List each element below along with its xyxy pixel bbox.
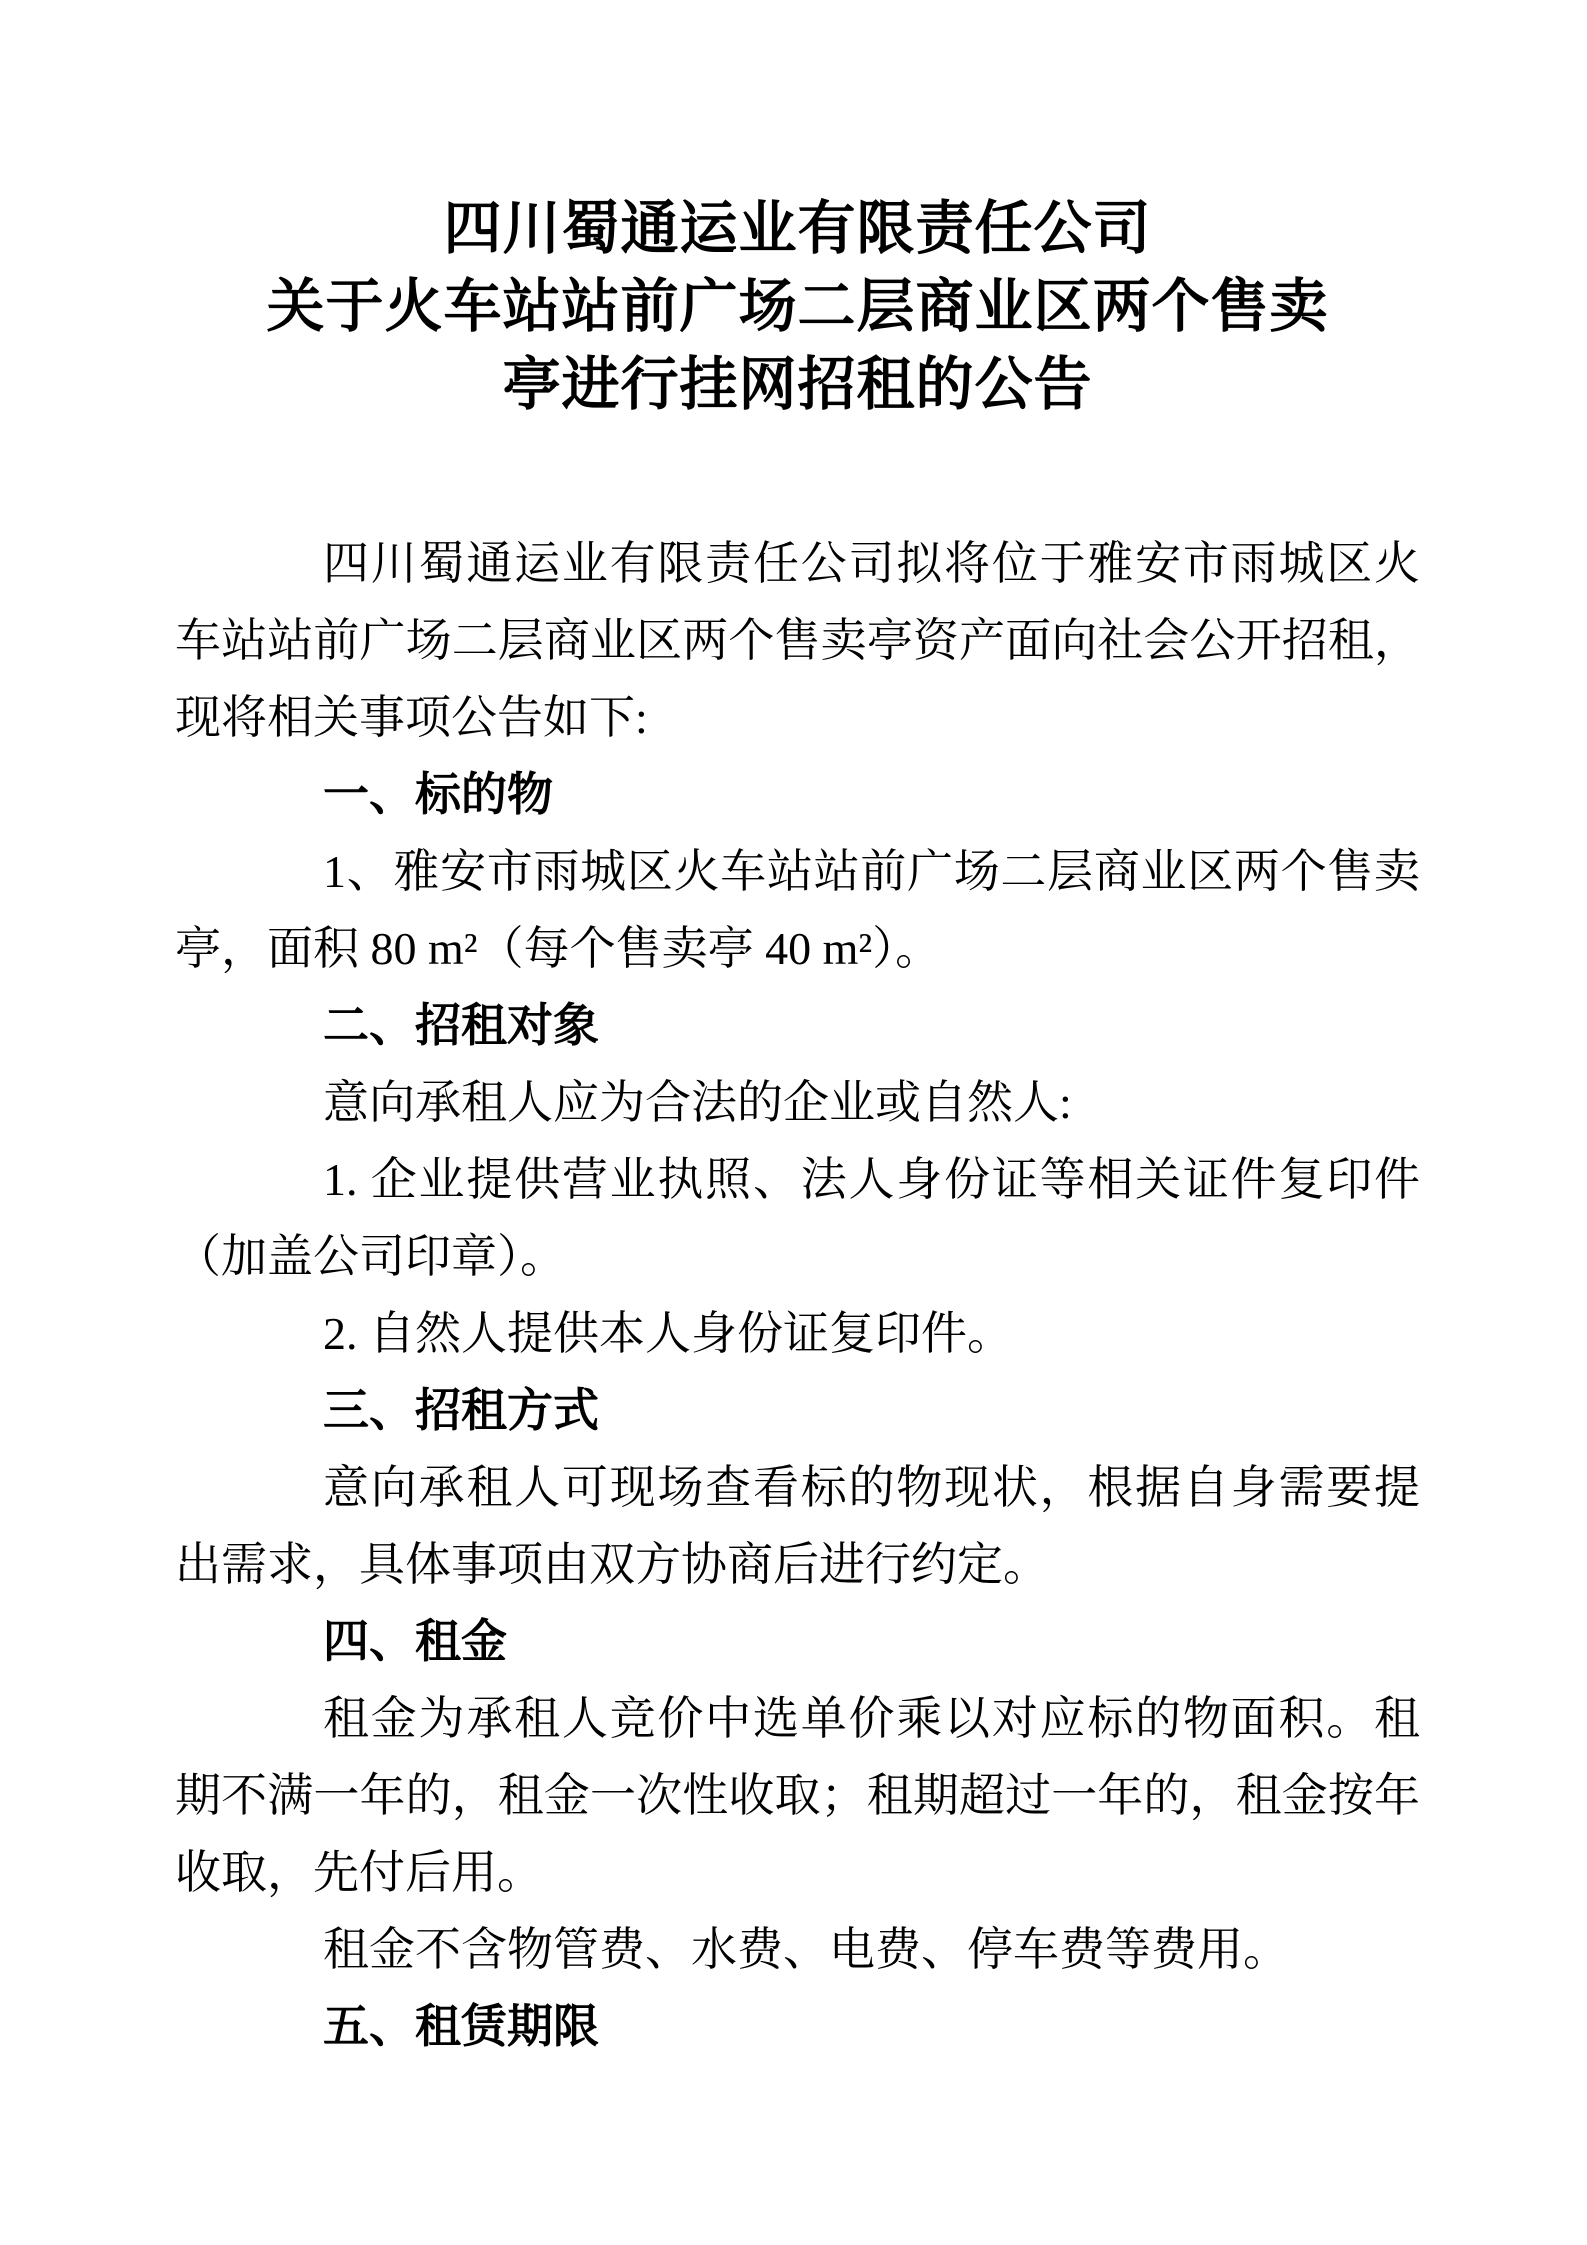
body-paragraph: 1. 企业提供营业执照、法人身份证等相关证件复印件（加盖公司印章）。 — [175, 1154, 1420, 1282]
body-paragraph: 1、雅安市雨城区火车站站前广场二层商业区两个售卖亭，面积 80 m²（每个售卖亭 40 m²）。 — [175, 846, 1420, 974]
document-title-line: 四川蜀通运业有限责任公司 — [443, 196, 1152, 261]
body-paragraph: 2. 自然人提供本人身份证复印件。 — [323, 1308, 1013, 1359]
section-heading: 四、租金 — [323, 1615, 507, 1667]
document-title-line: 亭进行挂网招租的公告 — [502, 352, 1093, 417]
body-paragraph: 租金不含物管费、水费、电费、停车费等费用。 — [323, 1924, 1289, 1975]
body-paragraph: 意向承租人应为合法的企业或自然人: — [323, 1077, 1072, 1128]
section-heading: 一、标的物 — [323, 768, 553, 820]
section-heading: 二、招租对象 — [323, 999, 599, 1051]
section-heading: 三、招租方式 — [323, 1384, 599, 1436]
document-title — [175, 190, 1420, 424]
body-paragraph: 意向承租人可现场查看标的物现状，根据自身需要提出需求，具体事项由双方协商后进行约定。 — [175, 1462, 1420, 1590]
body-paragraph: 租金为承租人竞价中选单价乘以对应标的物面积。租期不满一年的，租金一次性收取；租期超过一年的，租金按年收取，先付后用。 — [175, 1693, 1420, 1898]
body-paragraph: 四川蜀通运业有限责任公司拟将位于雅安市雨城区火车站站前广场二层商业区两个售卖亭资产面向社会公开招租，现将相关事项公告如下: — [175, 538, 1420, 743]
document-content — [175, 190, 1420, 2065]
document-body — [175, 525, 1420, 2065]
section-heading: 五、租赁期限 — [323, 2000, 599, 2052]
document-title-line: 关于火车站站前广场二层商业区两个售卖 — [266, 274, 1329, 339]
